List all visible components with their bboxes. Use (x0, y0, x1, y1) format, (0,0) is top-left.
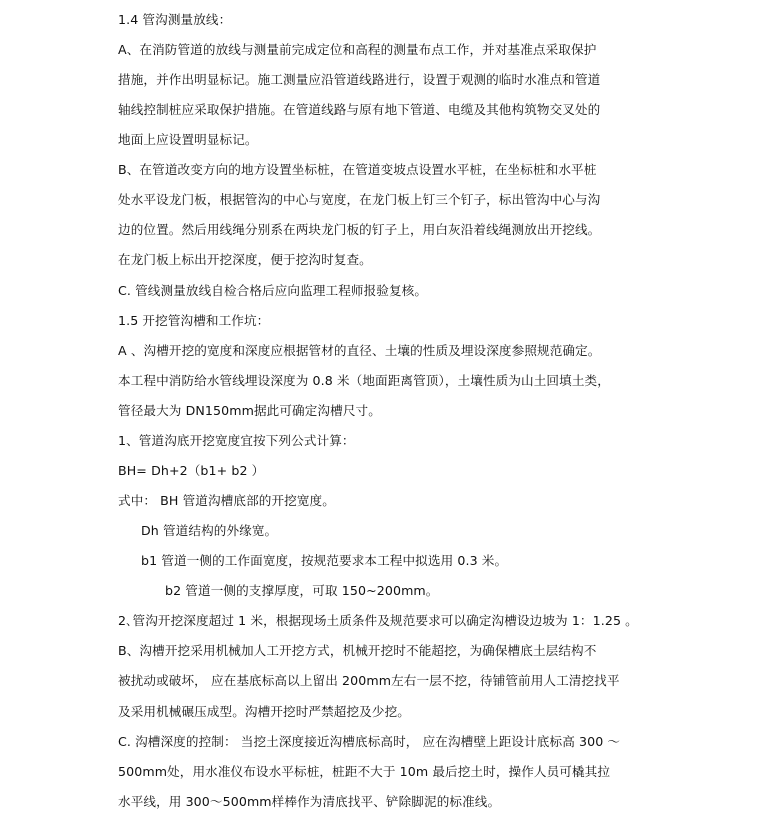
paragraph-line: 在龙门板上标出开挖深度，便于挖沟时复查。 (118, 252, 372, 267)
paragraph-line: A 、沟槽开挖的宽度和深度应根据管材的直径、土壤的性质及埋设深度参照规范确定。 (118, 343, 601, 358)
paragraph-line: 地面上应设置明显标记。 (118, 132, 258, 147)
paragraph-line: 本工程中消防给水管线埋设深度为 0.8 米（地面距离管顶），土壤性质为山土回填土类， (118, 373, 610, 388)
paragraph-line: 处水平设龙门板，根据管沟的中心与宽度，在龙门板上钉三个钉子，标出管沟中心与沟 (118, 192, 601, 207)
paragraph-line: A、在消防管道的放线与测量前完成定位和高程的测量布点工作，并对基准点采取保护 (118, 42, 597, 57)
definition-line: b2 管道一侧的支撑厚度，可取 150~200mm。 (165, 583, 439, 598)
paragraph-line: 2､管沟开挖深度超过 1 米，根据现场土质条件及规范要求可以确定沟槽设边坡为 1：1.25 。 (118, 613, 638, 628)
paragraph-line: B、在管道改变方向的地方设置坐标桩，在管道变坡点设置水平桩，在坐标桩和水平桩 (118, 162, 597, 177)
paragraph-line: 边的位置。然后用线绳分别系在两块龙门板的钉子上，用白灰沿着线绳测放出开挖线。 (118, 222, 601, 237)
paragraph-line: 措施，并作出明显标记。施工测量应沿管道线路进行，设置于观测的临时水准点和管道 (118, 72, 601, 87)
definition-line: b1 管道一侧的工作面宽度，按规范要求本工程中拟选用 0.3 米。 (141, 553, 508, 568)
paragraph-line: 管径最大为 DN150mm据此可确定沟槽尺寸。 (118, 403, 381, 418)
paragraph-line: C. 管线测量放线自检合格后应向监理工程师报验复核。 (118, 283, 428, 298)
paragraph-line: 轴线控制桩应采取保护措施。在管道线路与原有地下管道、电缆及其他构筑物交叉处的 (118, 102, 601, 117)
section-heading-1-4: 1.4 管沟测量放线： (118, 12, 232, 27)
paragraph-line: 500mm处，用水准仪布设水平标桩，桩距不大于 10m 最后挖土时，操作人员可橇其拉 (118, 764, 611, 779)
section-heading-1-5: 1.5 开挖管沟槽和工作坑： (118, 313, 270, 328)
paragraph-line: B、沟槽开挖采用机械加人工开挖方式，机械开挖时不能超挖，为确保槽底土层结构不 (118, 643, 597, 658)
paragraph-line: C. 沟槽深度的控制： 当挖土深度接近沟槽底标高时， 应在沟槽壁上距设计底标高 300 ～ (118, 734, 621, 749)
definition-line: Dh 管道结构的外缘宽。 (141, 523, 278, 538)
paragraph-line: 水平线，用 300～500mm样棒作为清底找平、铲除脚泥的标准线。 (118, 794, 501, 809)
paragraph-line: 及采用机械碾压成型。沟槽开挖时严禁超挖及少挖。 (118, 704, 410, 719)
paragraph-line: 式中： BH 管道沟槽底部的开挖宽度。 (118, 493, 335, 508)
formula-line: BH= Dh+2（b1+ b2 ） (118, 463, 265, 478)
paragraph-line: 1、管道沟底开挖宽度宜按下列公式计算： (118, 433, 355, 448)
paragraph-line: 被扰动或破坏， 应在基底标高以上留出 200mm左右一层不挖，待铺管前用人工清挖找平 (118, 673, 620, 688)
